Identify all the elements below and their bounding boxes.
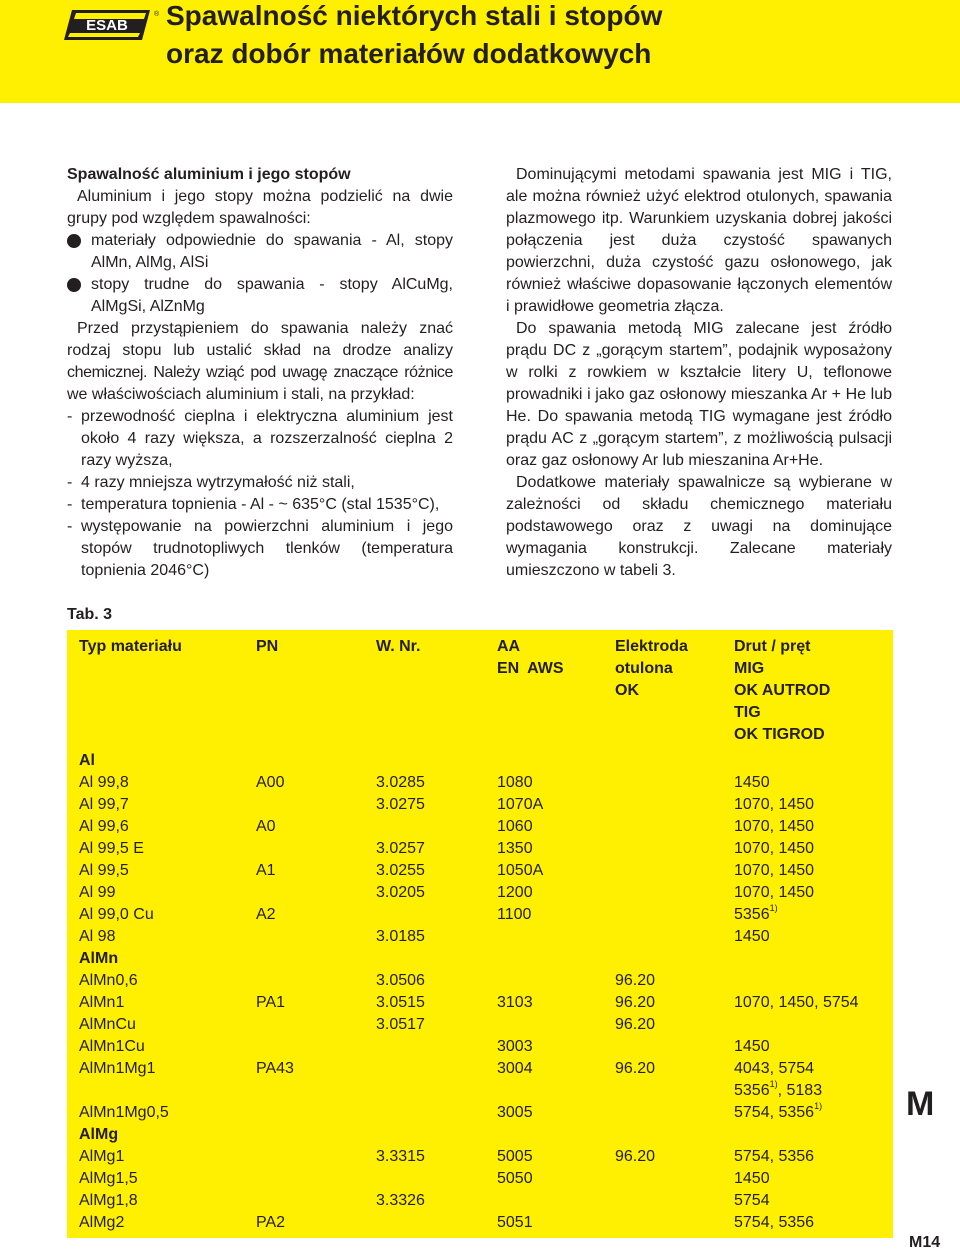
paragraph-line: rodzaj stopu lub ustalić skład na drodze analizy bbox=[67, 342, 453, 359]
page-number: M14 bbox=[909, 1234, 941, 1251]
table-cell: Al 99,0 Cu bbox=[79, 906, 154, 923]
table-cell: 3.0506 bbox=[376, 972, 425, 989]
column-header: PN bbox=[256, 638, 279, 655]
table-cell: 3.0205 bbox=[376, 884, 425, 901]
table-cell: 1070, 1450 bbox=[734, 818, 815, 835]
left-column bbox=[67, 164, 453, 582]
table-cell: AlMn0,6 bbox=[79, 972, 138, 989]
svg-text:®: ® bbox=[154, 11, 160, 18]
table-cell: AlMg1,8 bbox=[79, 1192, 138, 1209]
table-label: Tab. 3 bbox=[67, 606, 113, 623]
table-cell: 96.20 bbox=[615, 1060, 656, 1077]
paragraph: Dodatkowe materiały spawalnicze są wybierane w zależności od składu chemicznego materiału podstawowego oraz z uwagi na dominujące wymagania konstrukcji. Zalecane materiały umieszczono w tabeli 3. bbox=[506, 474, 892, 579]
table-cell: A00 bbox=[256, 774, 285, 791]
bullet-item bbox=[67, 274, 453, 318]
table-row bbox=[67, 992, 893, 1014]
table-cell: 3.0285 bbox=[376, 774, 425, 791]
table-cell: 3.3315 bbox=[376, 1148, 425, 1165]
table-row bbox=[67, 1168, 893, 1190]
table-cell: 1450 bbox=[734, 1038, 770, 1055]
table-cell: 3.0185 bbox=[376, 928, 425, 945]
table-cell: 5754, 5356 bbox=[734, 1148, 815, 1165]
table-cell: 1060 bbox=[497, 818, 533, 835]
table-cell: A1 bbox=[256, 862, 276, 879]
table-cell: 1450 bbox=[734, 1170, 770, 1187]
table-cell: AlMg bbox=[79, 1126, 119, 1143]
paragraph-line: chemicznej. Należy wziąć pod uwagę znaczące różnice bbox=[67, 364, 453, 381]
table-cell: Al 98 bbox=[79, 928, 116, 945]
page-title-line2: oraz dobór materiałów dodatkowych bbox=[166, 38, 652, 69]
table-row bbox=[67, 1146, 893, 1168]
table-cell: 96.20 bbox=[615, 1016, 656, 1033]
logo-text: ESAB bbox=[86, 17, 128, 34]
table-cell: AlMn1Mg0,5 bbox=[79, 1104, 169, 1121]
table-group-row bbox=[67, 948, 893, 970]
table-row bbox=[67, 882, 893, 904]
paragraph: Dominującymi metodami spawania jest MIG i TIG, ale można również użyć elektrod otulonych, spawania plazmowego itp. Warunkiem uzyskania dobrej jakości połączenia jest duża czystość spawanych powierzchni, duża czystość gazu osłonowego, jak również właściwe dopasowanie łączonych elementów i prawidłowe geometria złącza. bbox=[506, 166, 892, 315]
table-cell: AlMg2 bbox=[79, 1214, 125, 1231]
dash-item: - 4 razy mniejsza wytrzymałość niż stali, bbox=[67, 474, 355, 491]
table-row bbox=[67, 860, 893, 882]
dash-item: - przewodność cieplna i elektryczna aluminium jest około 4 razy większa, a rozszerzalność cieplna 2 razy wyższa, bbox=[67, 408, 453, 469]
table-row bbox=[67, 816, 893, 838]
bullet-icon bbox=[67, 234, 81, 248]
table-cell: PA1 bbox=[256, 994, 286, 1011]
table-cell: 5754, 5356 bbox=[734, 1214, 815, 1231]
table-cell: 3.0275 bbox=[376, 796, 425, 813]
table-cell: AlMnCu bbox=[79, 1016, 136, 1033]
table-cell: Al 99,5 bbox=[79, 862, 129, 879]
table-cell: AlMn bbox=[79, 950, 119, 967]
table-cell: AlMn1Mg1 bbox=[79, 1060, 156, 1077]
table-cell: 3003 bbox=[497, 1038, 533, 1055]
table-cell: 96.20 bbox=[615, 994, 656, 1011]
table-cell: 1200 bbox=[497, 884, 533, 901]
paragraph: Do spawania metodą MIG zalecane jest źródło prądu DC z „gorącym startem”, podajnik wyposażony w rolki z rowkiem w kształcie litery U, teflonowe prowadniki i jako gaz osłonowy mieszanka Ar + He lub He. Do spawania metodą TIG wymagane jest źródło prądu AC z „gorącym startem”, z możliwością pulsacji oraz gaz osłonowy Ar lub mieszanina Ar+He. bbox=[506, 320, 892, 469]
table-cell: Al bbox=[79, 752, 95, 769]
table-cell: Al 99,8 bbox=[79, 774, 129, 791]
table-row bbox=[67, 794, 893, 816]
table-cell: PA43 bbox=[256, 1060, 294, 1077]
table-cell: Al 99,6 bbox=[79, 818, 129, 835]
column-header: W. Nr. bbox=[376, 638, 421, 655]
table-row bbox=[67, 1080, 893, 1102]
table-row bbox=[67, 1058, 893, 1080]
table-cell: 1450 bbox=[734, 928, 770, 945]
bullet-text: AlMn, AlMg, AlSi bbox=[91, 254, 209, 271]
table-cell: 5754, 5356$^{1)}$ bbox=[734, 1101, 823, 1121]
table-group-row bbox=[67, 750, 893, 772]
bullet-icon bbox=[67, 278, 81, 292]
table-cell: A2 bbox=[256, 906, 276, 923]
table-header bbox=[67, 630, 893, 746]
table-cell: 1350 bbox=[497, 840, 533, 857]
footnote-marker: 1) bbox=[769, 903, 778, 913]
table-cell: 5050 bbox=[497, 1170, 533, 1187]
table-cell: 1070A bbox=[497, 796, 544, 813]
table-body bbox=[67, 750, 893, 1234]
table-cell: Al 99,5 E bbox=[79, 840, 144, 857]
bullet-item bbox=[67, 230, 453, 274]
table-cell: AlMg1 bbox=[79, 1148, 125, 1165]
table-cell: 5005 bbox=[497, 1148, 533, 1165]
dash-item: - występowanie na powierzchni aluminium i jego stopów trudnotopliwych tlenków (temperatura topnienia 2046°C) bbox=[67, 518, 453, 579]
table-cell: 5754 bbox=[734, 1192, 770, 1209]
table-cell: 5051 bbox=[497, 1214, 533, 1231]
table-cell: 1100 bbox=[497, 906, 532, 923]
footnote-marker: 1) bbox=[814, 1101, 823, 1111]
section-heading: Spawalność aluminium i jego stopów bbox=[67, 166, 351, 183]
table-cell: 1070, 1450 bbox=[734, 796, 815, 813]
intro-line: Aluminium i jego stopy można podzielić na dwie bbox=[77, 188, 453, 205]
section-letter: M bbox=[906, 1085, 935, 1123]
table-cell: 1070, 1450, 5754 bbox=[734, 994, 859, 1011]
table-row bbox=[67, 904, 893, 926]
table-row bbox=[67, 1102, 893, 1124]
table-cell: 1070, 1450 bbox=[734, 840, 815, 857]
table-cell: 3.3326 bbox=[376, 1192, 425, 1209]
right-column bbox=[506, 164, 892, 582]
table-row bbox=[67, 926, 893, 948]
table-cell: 96.20 bbox=[615, 1148, 656, 1165]
table-row bbox=[67, 1190, 893, 1212]
table-cell: 1070, 1450 bbox=[734, 862, 815, 879]
table-row bbox=[67, 970, 893, 992]
table-cell: 3005 bbox=[497, 1104, 533, 1121]
column-header: Typ materiału bbox=[79, 638, 182, 655]
column-header: Drut / pręt MIG OK AUTROD TIG OK TIGROD bbox=[734, 638, 831, 743]
table-cell: 3.0517 bbox=[376, 1016, 425, 1033]
table-cell: 1070, 1450 bbox=[734, 884, 815, 901]
table-row bbox=[67, 1014, 893, 1036]
table-cell: 3103 bbox=[497, 994, 533, 1011]
table-cell: 5356$^{1)}$, 5183 bbox=[734, 1079, 823, 1099]
table-cell: 4043, 5754 bbox=[734, 1060, 815, 1077]
table-row bbox=[67, 1036, 893, 1058]
table-cell: 3.0255 bbox=[376, 862, 425, 879]
dash-item: - temperatura topnienia - Al - ~ 635°C (stal 1535°C), bbox=[67, 496, 440, 513]
bullet-text: materiały odpowiednie do spawania - Al, stopy bbox=[91, 232, 453, 249]
table-group-row bbox=[67, 1124, 893, 1146]
table-cell: 3004 bbox=[497, 1060, 533, 1077]
table-cell: 5356$^{1)}$ bbox=[734, 903, 778, 923]
table-cell: Al 99 bbox=[79, 884, 116, 901]
table-cell: 3.0515 bbox=[376, 994, 425, 1011]
column-header: Elektroda otulona OK bbox=[615, 638, 688, 699]
table-cell: A0 bbox=[256, 818, 276, 835]
table-row bbox=[67, 1212, 893, 1234]
bullet-text: AlMgSi, AlZnMg bbox=[91, 298, 205, 315]
table-cell: Al 99,7 bbox=[79, 796, 129, 813]
bullet-text: stopy trudne do spawania - stopy AlCuMg, bbox=[91, 276, 453, 293]
table-cell: 1450 bbox=[734, 774, 770, 791]
table-cell: AlMn1Cu bbox=[79, 1038, 145, 1055]
paragraph-line: Przed przystąpieniem do spawania należy znać bbox=[77, 320, 453, 337]
table-cell: AlMg1,5 bbox=[79, 1170, 138, 1187]
intro-line: grupy pod względem spawalności: bbox=[67, 210, 311, 227]
table-cell: 1080 bbox=[497, 774, 533, 791]
table-cell: 1050A bbox=[497, 862, 544, 879]
table-cell: 3.0257 bbox=[376, 840, 425, 857]
footnote-marker: 1) bbox=[769, 1079, 778, 1089]
paragraph-line: we właściwościach aluminium i stali, na przykład: bbox=[67, 386, 415, 403]
esab-logo bbox=[62, 6, 158, 46]
table-row bbox=[67, 838, 893, 860]
table-cell: PA2 bbox=[256, 1214, 286, 1231]
column-header: AA EN AWS bbox=[497, 638, 564, 677]
table-row bbox=[67, 772, 893, 794]
page-title-line1: Spawalność niektórych stali i stopów bbox=[166, 0, 663, 31]
table-cell: AlMn1 bbox=[79, 994, 125, 1011]
table-cell: 96.20 bbox=[615, 972, 656, 989]
